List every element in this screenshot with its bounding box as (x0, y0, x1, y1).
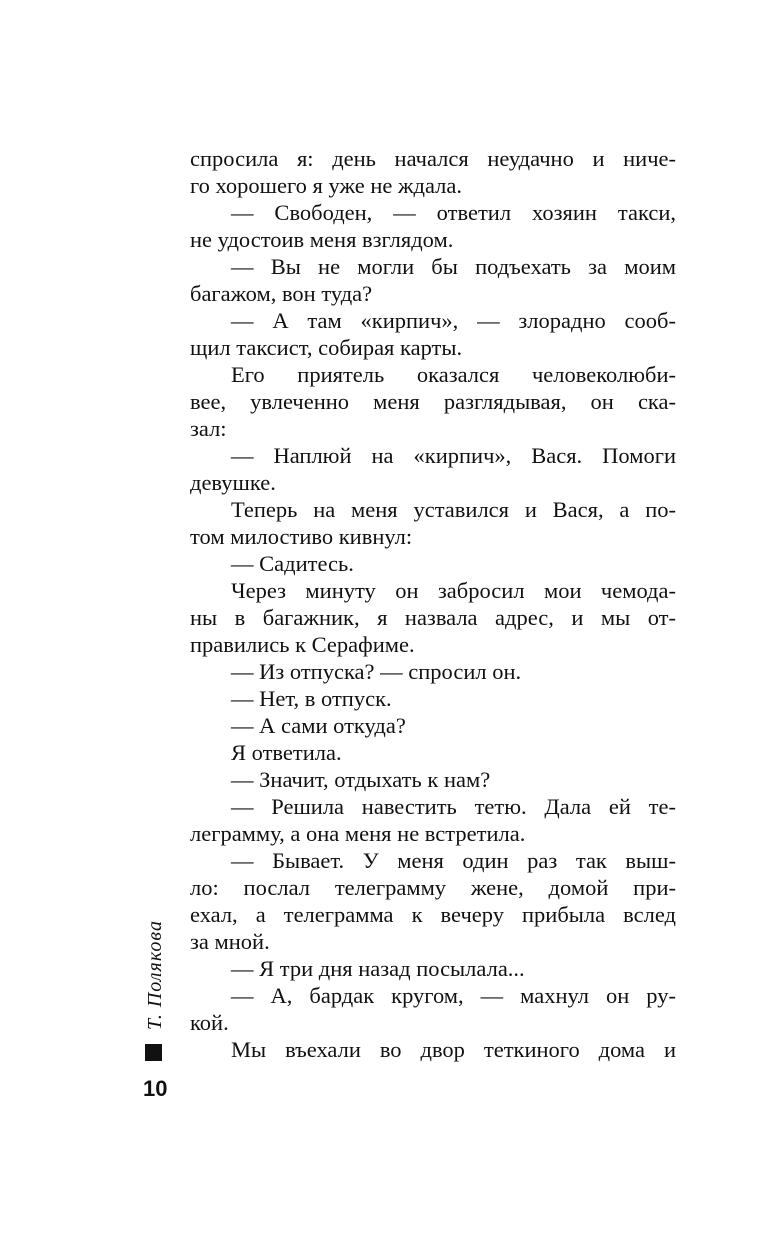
text-line: — Из отпуска? — спросил он. (231, 659, 522, 684)
text-line: Его приятель оказался человеколюби- (231, 362, 676, 387)
text-line: — Наплюй на «кирпич», Вася. Помоги (231, 443, 676, 468)
text-line: ехал, а телеграмма к вечеру прибыла вслед (190, 902, 676, 927)
running-head-author: Т. Полякова (144, 920, 166, 1030)
text-line: кой. (190, 1010, 229, 1035)
text-line: за мной. (190, 929, 270, 954)
square-marker-icon (145, 1044, 162, 1061)
text-line: Я ответила. (231, 740, 342, 765)
text-line: — Значит, отдыхать к нам? (231, 767, 491, 792)
text-line: Через минуту он забросил мои чемода- (231, 578, 676, 603)
text-line: — Вы не могли бы подъехать за моим (231, 254, 676, 279)
text-line: — Я три дня назад посылала... (231, 956, 525, 981)
text-line: — А сами откуда? (231, 713, 406, 738)
text-line: зал: (190, 416, 227, 441)
text-line: правились к Серафиме. (190, 632, 415, 657)
text-line: ло: послал телеграмму жене, домой при- (190, 875, 676, 900)
body-text (190, 145, 676, 1063)
text-line: — Бывает. У меня один раз так выш- (231, 848, 676, 873)
text-line: — А, бардак кругом, — махнул он ру- (231, 983, 676, 1008)
text-line: спросила я: день начался неудачно и ниче- (190, 146, 676, 171)
text-line: Теперь на меня уставился и Вася, а по- (231, 497, 676, 522)
text-line: — Нет, в отпуск. (231, 686, 392, 711)
text-line: том милостиво кивнул: (190, 524, 413, 549)
text-line: — Свободен, — ответил хозяин такси, (231, 200, 676, 225)
text-line: — Садитесь. (231, 551, 354, 576)
text-line: не удостоив меня взглядом. (190, 227, 454, 252)
text-line: леграмму, а она меня не встретила. (190, 821, 526, 846)
text-line: щил таксист, собирая карты. (190, 335, 463, 360)
page-number: 10 (143, 1076, 168, 1101)
text-line: — Решила навестить тетю. Дала ей те- (231, 794, 676, 819)
text-line: Мы въехали во двор теткиного дома и (231, 1037, 676, 1062)
text-line: — А там «кирпич», — злорадно сооб- (231, 308, 676, 333)
text-line: вее, увлеченно меня разглядывая, он ска- (190, 389, 676, 414)
text-line: го хорошего я уже не ждала. (190, 173, 462, 198)
text-line: девушке. (190, 470, 276, 495)
text-line: багажом, вон туда? (190, 281, 373, 306)
text-line: ны в багажник, я назвала адрес, и мы от- (190, 605, 676, 630)
